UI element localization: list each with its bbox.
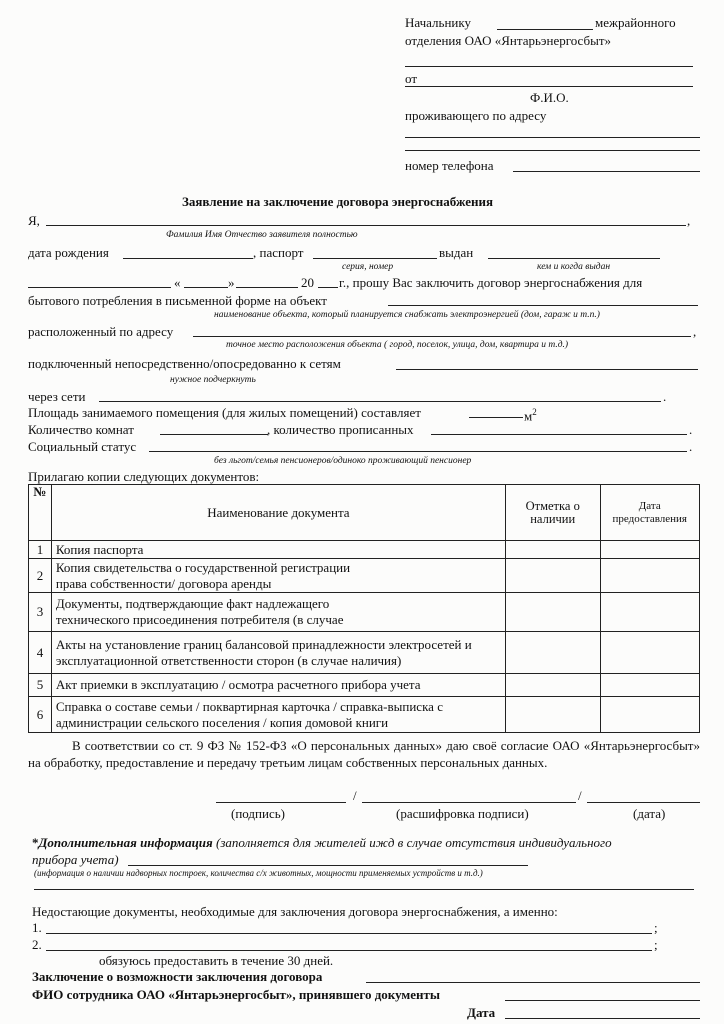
header-name: Наименование документа	[51, 485, 505, 541]
row-doc-name: Документы, подтверждающие факт надлежащего технического присоединения потребителя (в случае	[51, 593, 505, 632]
row-doc-name: Акты на установление границ балансовой принадлежности электросетей и эксплуатационной ответственности сторон (в случае наличия)	[51, 632, 505, 674]
row-date-cell[interactable]	[600, 593, 699, 632]
social-field[interactable]	[149, 451, 687, 452]
day-field[interactable]	[184, 287, 228, 288]
quote-open: «	[174, 275, 181, 290]
fio-label: Ф.И.О.	[530, 90, 569, 105]
row-num: 2	[29, 559, 52, 593]
row-date-cell[interactable]	[600, 632, 699, 674]
missing-item-1-num: 1.	[32, 920, 42, 935]
row-date-cell[interactable]	[600, 559, 699, 593]
missing-item-2-field[interactable]	[46, 950, 652, 951]
row-num: 1	[29, 541, 52, 559]
registered-label: , количество прописанных	[267, 422, 414, 437]
promise-text: обязуюсь предоставить в течение 30 дней.	[99, 953, 334, 968]
final-date-field[interactable]	[505, 1018, 700, 1019]
dob-label: дата рождения	[28, 245, 109, 260]
row-num: 6	[29, 697, 52, 733]
area-field[interactable]	[469, 417, 523, 418]
name-hint: Фамилия Имя Отчество заявителя полностью	[166, 230, 358, 240]
object-hint: наименование объекта, который планируется снабжать электроэнергией (дом, гараж и т.п.)	[214, 310, 600, 320]
table-row	[29, 697, 700, 733]
additional-info-hint: (информация о наличии надворных построек, количества с/х животных, мощности применяемых устройств и т.д.)	[34, 868, 483, 878]
via-period: .	[663, 389, 667, 404]
year-prefix: 20	[301, 275, 314, 290]
department-number-field[interactable]	[497, 29, 593, 30]
to-label: Начальнику	[405, 15, 472, 30]
sign-caption: (подпись)	[231, 806, 285, 821]
issued-label: выдан	[439, 245, 474, 260]
social-label: Социальный статус	[28, 439, 137, 454]
underline-hint: нужное подчеркнуть	[170, 375, 256, 385]
issued-cont-field[interactable]	[28, 287, 171, 288]
header-date: Дата предоставления	[600, 485, 699, 541]
month-field[interactable]	[236, 287, 298, 288]
signature-slash-1: /	[353, 788, 357, 803]
row-doc-name: Копия паспорта	[51, 541, 505, 559]
phone-field[interactable]	[513, 171, 700, 172]
dob-field[interactable]	[123, 258, 253, 259]
request-text: г., прошу Вас заключить договор энергоснабжения для	[339, 275, 643, 290]
rooms-label: Количество комнат	[28, 422, 134, 437]
location-field[interactable]	[193, 336, 691, 337]
network-field[interactable]	[396, 369, 698, 370]
date-label: Дата	[467, 1005, 496, 1020]
addressee-blank-line[interactable]	[405, 66, 693, 67]
employee-label: ФИО сотрудника ОАО «Янтарьэнергосбыт», принявшего документы	[32, 987, 441, 1002]
conclusion-label: Заключение о возможности заключения договора	[32, 969, 323, 984]
missing-item-2-semicolon: ;	[654, 937, 658, 952]
missing-docs-text: Недостающие документы, необходимые для заключения договора энергоснабжения, а именно:	[32, 904, 558, 919]
row-doc-name: Акт приемки в эксплуатацию / осмотра расчетного прибора учета	[51, 674, 505, 697]
signature-slash-2: /	[578, 788, 582, 803]
row-num: 5	[29, 674, 52, 697]
decode-caption: (расшифровка подписи)	[396, 806, 529, 821]
conclusion-field[interactable]	[366, 982, 700, 983]
table-row	[29, 559, 700, 593]
location-hint: точное место расположения объекта ( город, поселок, улица, дом, квартира и т.д.)	[226, 340, 569, 350]
additional-info-line	[32, 835, 612, 850]
signature-field[interactable]	[216, 802, 346, 803]
additional-info-note: (заполняется для жителей ижд в случае отсутствия индивидуального	[216, 835, 612, 850]
passport-field[interactable]	[313, 258, 437, 259]
object-field[interactable]	[388, 305, 698, 306]
purpose-text: бытового потребления в письменной форме на объект	[28, 293, 327, 308]
form-title: Заявление на заключение договора энергоснабжения	[182, 194, 494, 209]
registered-field[interactable]	[431, 434, 687, 435]
table-row	[29, 632, 700, 674]
issued-hint: кем и когда выдан	[537, 262, 611, 272]
area-label: Площадь занимаемого помещения (для жилых помещений) составляет	[28, 405, 421, 420]
area-unit: $м^2$	[524, 407, 537, 424]
additional-info-note-2: прибора учета)	[32, 852, 119, 867]
from-label: от	[405, 71, 418, 86]
phone-label: номер телефона	[405, 158, 494, 173]
via-label: через сети	[28, 389, 86, 404]
address-field-1[interactable]	[405, 137, 700, 138]
row-mark-cell[interactable]	[505, 674, 600, 697]
signature-decode-field[interactable]	[362, 802, 576, 803]
social-period: .	[689, 439, 693, 454]
additional-info-field-2[interactable]	[34, 889, 694, 890]
asterisk: *	[32, 835, 39, 850]
signature-date-field[interactable]	[587, 802, 700, 803]
via-field[interactable]	[99, 401, 661, 402]
year-field[interactable]	[318, 287, 338, 288]
row-date-cell[interactable]	[600, 697, 699, 733]
applicant-label: Я,	[28, 213, 40, 228]
additional-info-label: Дополнительная информация	[38, 835, 213, 850]
applicant-name-field[interactable]	[46, 225, 686, 226]
missing-item-2-num: 2.	[32, 937, 42, 952]
row-mark-cell[interactable]	[505, 559, 600, 593]
issued-field[interactable]	[488, 258, 660, 259]
registered-period: .	[689, 422, 693, 437]
row-date-cell[interactable]	[600, 674, 699, 697]
location-comma: ,	[693, 324, 697, 339]
rooms-field[interactable]	[160, 434, 268, 435]
row-doc-name: Копия свидетельства о государственной регистрации права собственности/ договора аренды	[51, 559, 505, 593]
additional-info-field[interactable]	[128, 865, 528, 866]
employee-field[interactable]	[505, 1000, 700, 1001]
table-header-row	[29, 485, 700, 541]
connected-label: подключенный непосредственно/опосредованно к сетям	[28, 356, 341, 371]
documents-table	[28, 484, 700, 733]
table-row	[29, 593, 700, 632]
quote-close: »	[228, 275, 235, 290]
consent-text: В соответствии со ст. 9 ФЗ № 152-ФЗ «О персональных данных» даю своё согласие ОАО «Янтарьэнергосбыт» на обработку, предоставление и передачу третьим лицам собственных персональных данных.	[28, 738, 700, 770]
from-name-field[interactable]	[405, 86, 693, 87]
row-mark-cell[interactable]	[505, 632, 600, 674]
address-label: проживающего по адресу	[405, 108, 547, 123]
attach-label: Прилагаю копии следующих документов:	[28, 469, 260, 484]
row-mark-cell[interactable]	[505, 593, 600, 632]
missing-item-1-semicolon: ;	[654, 920, 658, 935]
series-hint: серия, номер	[342, 262, 394, 272]
applicant-comma: ,	[687, 213, 691, 228]
table-row	[29, 674, 700, 697]
date-caption: (дата)	[633, 806, 666, 821]
row-mark-cell[interactable]	[505, 697, 600, 733]
row-mark-cell[interactable]	[505, 541, 600, 559]
table-row	[29, 541, 700, 559]
row-num: 4	[29, 632, 52, 674]
row-doc-name: Справка о составе семьи / поквартирная карточка / справка-выписка с администрации сельского поселения / копия домовой книги	[51, 697, 505, 733]
to-label-suffix: межрайонного	[595, 15, 676, 30]
address-field-2[interactable]	[405, 150, 700, 151]
location-label: расположенный по адресу	[28, 324, 174, 339]
passport-label: , паспорт	[253, 245, 304, 260]
row-date-cell[interactable]	[600, 541, 699, 559]
social-hint: без льгот/семья пенсионеров/одиноко проживающий пенсионер	[214, 456, 472, 466]
missing-item-1-field[interactable]	[46, 933, 652, 934]
header-num: №	[29, 485, 52, 541]
row-num: 3	[29, 593, 52, 632]
organization-label: отделения ОАО «Янтарьэнергосбыт»	[405, 33, 612, 48]
header-mark: Отметка о наличии	[505, 485, 600, 541]
